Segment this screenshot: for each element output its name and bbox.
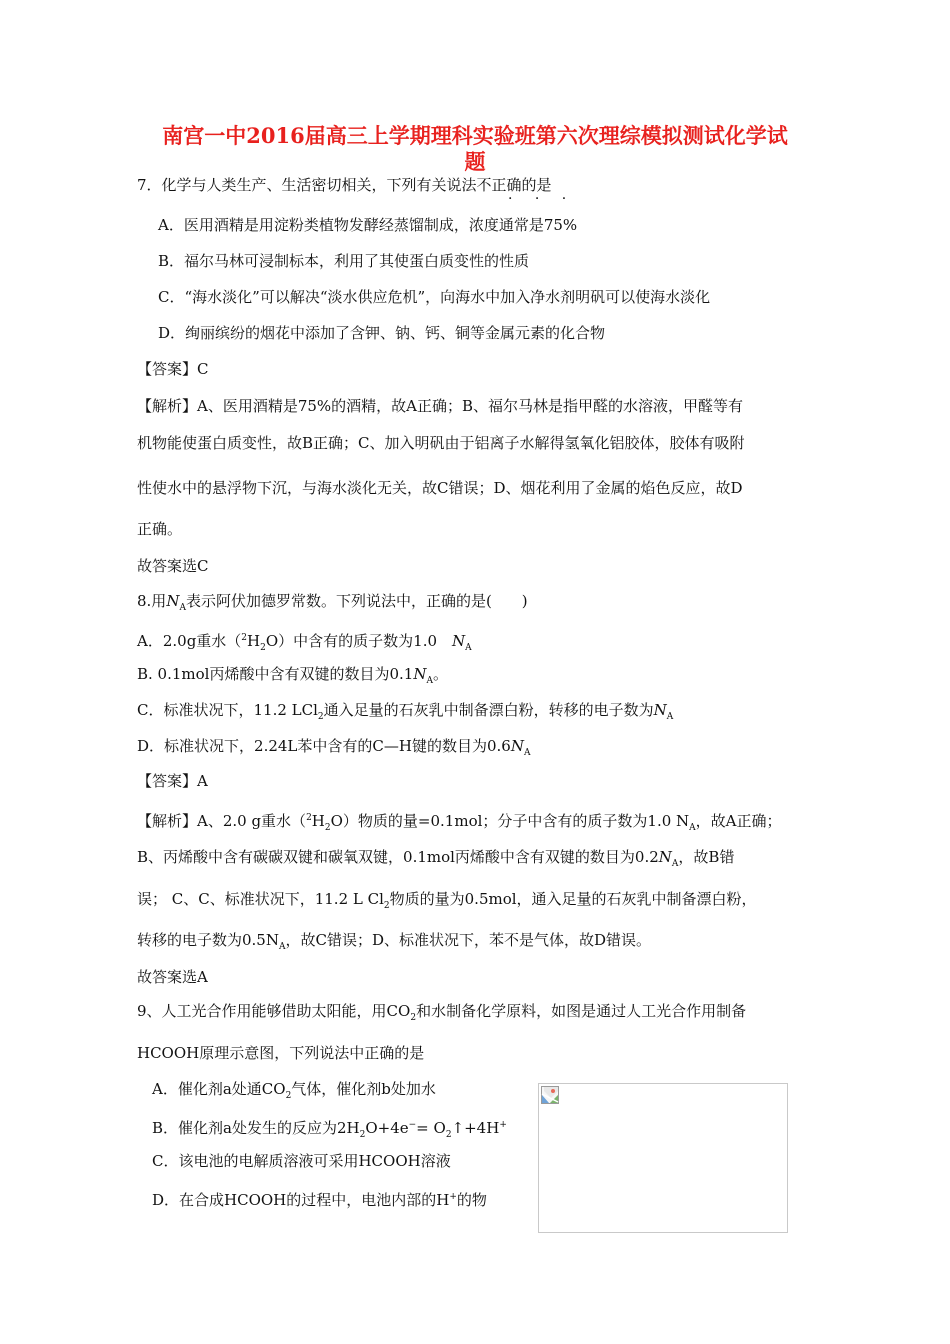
text-segment: 【解析】A、2.0 g重水（	[137, 812, 307, 830]
q8-final-answer: 故答案选A	[137, 968, 208, 986]
na-symbol: N	[166, 592, 180, 610]
text-segment: O）中含有的质子数为1.0	[265, 632, 453, 650]
na-subscript: A	[689, 823, 696, 833]
q7-analysis-line: 正确。	[137, 520, 183, 538]
na-subscript: A	[278, 942, 286, 952]
q8-analysis-line	[137, 807, 782, 839]
text-segment: B. 0.1mol丙烯酸中含有双键的数目为0.1	[137, 665, 414, 683]
text-segment: O）物质的量=0.1mol；分子中含有的质子数为1.0 N	[330, 812, 690, 830]
text-segment: B、丙烯酸中含有碳碳双键和碳氧双键，0.1mol丙烯酸中含有双键的数目为0.2	[137, 848, 659, 866]
text-segment: 误； C、C、标准状况下，11.2 L Cl	[137, 890, 384, 908]
na-subscript: A	[465, 643, 472, 653]
text-segment: 8.用	[137, 592, 167, 610]
subscript: 2	[324, 823, 331, 833]
q8-option-a	[137, 627, 472, 659]
subscript: 2	[383, 901, 390, 911]
subscript: 2	[285, 1091, 292, 1101]
subscript: 2	[317, 712, 324, 722]
q7-option-b: B．福尔马林可浸制标本，利用了其使蛋白质变性的性质	[158, 252, 530, 270]
q7-option-d: D．绚丽缤纷的烟花中添加了含钾、钠、钙、铜等金属元素的化合物	[158, 324, 606, 342]
superscript: 2	[241, 633, 248, 643]
title-line-1: 南宫一中2016届高三上学期理科实验班第六次理综模拟测试化学试	[162, 123, 788, 148]
text-segment: ↑+4H	[451, 1119, 500, 1137]
text-segment: D．在合成HCOOH的过程中，电池内部的H	[152, 1191, 450, 1209]
superscript: +	[499, 1120, 507, 1130]
q7-analysis-line: 性使水中的悬浮物下沉，与海水淡化无关，故C错误；D、烟花利用了金属的焰色反应，故D	[137, 479, 743, 497]
text-segment: B．催化剂a处发生的反应为2H	[152, 1119, 360, 1137]
q9-option-d	[152, 1186, 487, 1211]
q7-analysis-line: 机物能使蛋白质变性，故B正确；C、加入明矾由于铝离子水解得氢氧化铝胶体，胶体有吸附	[137, 434, 745, 452]
text-segment: A．2.0g重水（	[137, 632, 242, 650]
text-segment: 转移的电子数为0.5N	[137, 931, 279, 949]
na-subscript: A	[523, 748, 531, 758]
figure-placeholder	[538, 1083, 788, 1233]
text-segment: 9、人工光合作用能够借助太阳能，用CO	[137, 1002, 411, 1020]
page-title	[120, 123, 830, 175]
text-segment: = O	[416, 1119, 446, 1137]
text-segment: ，故B错	[678, 848, 735, 866]
q8-stem	[137, 590, 528, 619]
title-line-2: 题	[464, 149, 486, 174]
text-segment: 气体，催化剂b处加水	[291, 1080, 436, 1098]
na-subscript: A	[671, 859, 679, 869]
broken-image-icon	[541, 1086, 559, 1104]
q8-option-c	[137, 699, 673, 728]
q8-analysis-line	[137, 888, 757, 917]
q9-stem: HCOOH原理示意图，下列说法中正确的是	[137, 1044, 425, 1062]
text-segment: H	[311, 812, 325, 830]
q8-answer: 【答案】A	[137, 772, 208, 790]
q9-option-a	[152, 1078, 436, 1107]
na-symbol: N	[452, 632, 466, 650]
na-subscript: A	[179, 603, 186, 613]
superscript: −	[408, 1120, 417, 1130]
na-symbol: N	[510, 737, 524, 755]
superscript: +	[449, 1192, 457, 1202]
q8-option-d	[137, 735, 530, 764]
q9-option-c: C．该电池的电解质溶液可采用HCOOH溶液	[152, 1152, 451, 1170]
q9-option-b	[152, 1114, 507, 1146]
q9-stem	[137, 1000, 746, 1029]
q7-final-answer: 故答案选C	[137, 557, 209, 575]
text-segment: 的物	[456, 1191, 487, 1209]
superscript: 2	[306, 813, 312, 823]
q8-option-b	[137, 663, 448, 692]
text-segment: 通入足量的石灰乳中制备漂白粉，转移的电子数为	[323, 701, 654, 719]
emphasis-dots: · · ·	[508, 191, 576, 207]
na-subscript: A	[666, 712, 674, 722]
text-segment: A．催化剂a处通CO	[152, 1080, 286, 1098]
text-segment: 物质的量为0.5mol，通入足量的石灰乳中制备漂白粉，	[389, 890, 757, 908]
text-segment: H	[247, 632, 261, 650]
text-segment: ，故A正确；	[695, 812, 782, 830]
text-segment: O+4e	[365, 1119, 409, 1137]
text-segment: C．标准状况下，11.2 LCl	[137, 701, 318, 719]
q7-stem: 7．化学与人类生产、生活密切相关，下列有关说法不正确的是	[137, 176, 552, 194]
na-symbol: N	[413, 665, 427, 683]
subscript: 2	[260, 643, 266, 653]
na-symbol: N	[653, 701, 667, 719]
q7-answer: 【答案】C	[137, 360, 209, 378]
q8-analysis-line	[137, 846, 734, 875]
subscript: 2	[410, 1013, 417, 1023]
text-segment: D．标准状况下，2.24L苯中含有的C—H键的数目为0.6	[137, 737, 511, 755]
subscript: 2	[359, 1130, 366, 1140]
q8-analysis-line	[137, 929, 651, 958]
subscript: 2	[445, 1130, 452, 1140]
text-segment: 。	[432, 665, 448, 683]
na-symbol: N	[658, 848, 672, 866]
na-subscript: A	[426, 676, 433, 686]
text-segment: 表示阿伏加德罗常数。下列说法中，正确的是( )	[185, 592, 528, 610]
text-segment: 和水制备化学原料，如图是通过人工光合作用制备	[416, 1002, 747, 1020]
q7-option-c: C．“海水淡化”可以解决“淡水供应危机”，向海水中加入净水剂明矾可以使海水淡化	[158, 288, 711, 306]
q7-analysis-line: 【解析】A、医用酒精是75%的酒精，故A正确；B、福尔马林是指甲醛的水溶液，甲醛等有	[137, 397, 744, 415]
text-segment: ，故C错误；D、标准状况下，苯不是气体，故D错误。	[285, 931, 652, 949]
q7-option-a: A．医用酒精是用淀粉类植物发酵经蒸馏制成，浓度通常是75%	[158, 216, 578, 234]
